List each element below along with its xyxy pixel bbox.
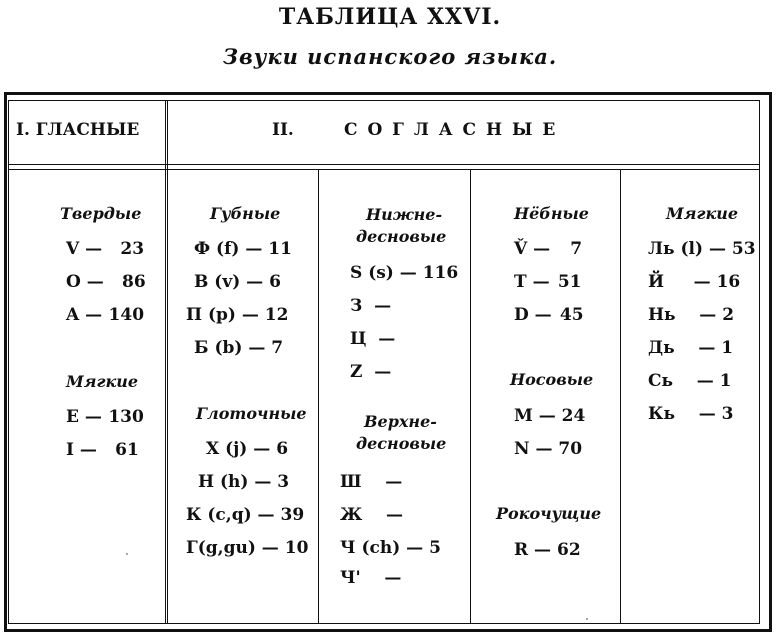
trill-row: R — 62 xyxy=(514,540,581,560)
print-speck xyxy=(126,553,128,555)
palatal-row: D — 45 xyxy=(514,305,584,325)
guttural-row: Х (j) — 6 xyxy=(206,439,289,459)
guttural-row: Н (h) — 3 xyxy=(198,472,290,492)
dental-row: Ч (ch) — 5 xyxy=(340,538,441,558)
dental-row: Ч' — xyxy=(340,568,408,588)
soft-consonants-label: Мягкие xyxy=(666,204,739,223)
guttural-row: Г(g,gu) — 10 xyxy=(186,538,309,558)
upper-dental-label-2: десновые xyxy=(356,434,447,453)
labial-label: Губные xyxy=(210,204,281,223)
lower-dental-label: Нижне- xyxy=(366,205,443,224)
labial-row: В (v) — 6 xyxy=(194,272,281,292)
soft-consonant-row: Ль (l) — 53 xyxy=(648,239,756,259)
table-title: ТАБЛИЦА XXVI. xyxy=(278,4,502,30)
upper-dental-label: Верхне- xyxy=(364,412,437,431)
soft-consonant-row: Й — 16 xyxy=(648,272,741,292)
soft-consonant-row: Сь — 1 xyxy=(648,371,732,391)
dental-row: S (s) — 116 xyxy=(350,263,459,283)
palatal-row: T — 51 xyxy=(514,272,582,292)
print-speck xyxy=(586,618,588,620)
header-rule-top xyxy=(8,164,760,165)
dental-row: Ц — xyxy=(350,329,402,349)
nasal-row: M — 24 xyxy=(514,406,586,426)
guttural-row: К (c,q) — 39 xyxy=(186,505,305,525)
guttural-label: Глоточные xyxy=(196,404,307,423)
labial-row: Ф (f) — 11 xyxy=(194,239,292,259)
soft-vowels-label: Мягкие xyxy=(66,372,139,391)
hard-vowels-label: Твердые xyxy=(60,204,142,223)
consonants-header: С О Г Л А С Н Ы Е xyxy=(344,120,558,140)
dental-row: З — xyxy=(350,296,398,316)
column-divider-2 xyxy=(470,169,471,624)
vowel-row: E — 130 xyxy=(66,407,144,427)
vowel-consonant-divider xyxy=(165,100,170,624)
dental-row: Ш — xyxy=(340,472,409,492)
vowel-row: V — 23 xyxy=(66,239,145,259)
soft-consonant-row: Дь — 1 xyxy=(648,338,734,358)
vowel-row: I — 61 xyxy=(66,440,139,460)
vowel-row: O — 86 xyxy=(66,272,146,292)
labial-row: Б (b) — 7 xyxy=(194,338,284,358)
consonants-header-number: II. xyxy=(272,120,294,140)
vowels-header: I. ГЛАСНЫЕ xyxy=(16,120,140,140)
dental-row: Ж — xyxy=(340,505,409,525)
table-subtitle: Звуки испанского языка. xyxy=(222,44,558,69)
soft-consonant-row: Кь — 3 xyxy=(648,404,734,424)
palatal-label: Нёбные xyxy=(514,204,589,223)
lower-dental-label-2: десновые xyxy=(356,227,447,246)
header-rule-bottom xyxy=(8,169,760,170)
palatal-row: V̌ — 7 xyxy=(514,239,583,259)
nasal-label: Носовые xyxy=(510,370,594,389)
trill-label: Рокочущие xyxy=(496,504,602,523)
column-divider-3 xyxy=(620,169,621,624)
vowel-row: A — 140 xyxy=(66,305,145,325)
dental-row: Z — xyxy=(350,362,398,382)
column-divider-1 xyxy=(318,169,319,624)
labial-row: П (p) — 12 xyxy=(186,305,289,325)
nasal-row: N — 70 xyxy=(514,439,583,459)
soft-consonant-row: Нь — 2 xyxy=(648,305,735,325)
